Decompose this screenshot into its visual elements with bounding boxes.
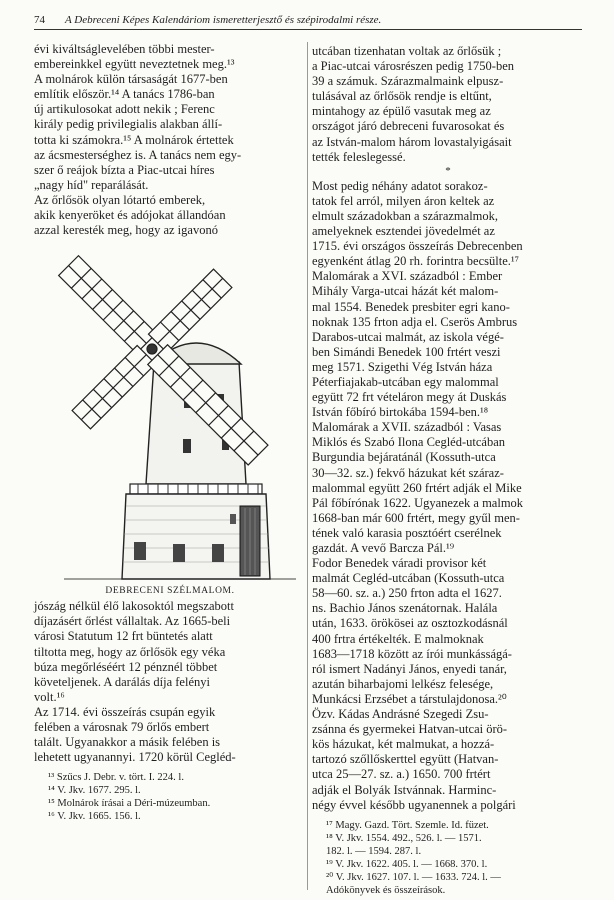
text-line: együtt 72 frt vételáron megy át Duskás bbox=[312, 390, 507, 405]
text-line: kös házukat, két malmukat, a hozzá- bbox=[312, 737, 495, 752]
text-line: embereinkkel együtt neveztetnek meg.¹³ bbox=[34, 57, 235, 72]
text-line: említik először.¹⁴ A tanács 1786-ban bbox=[34, 87, 215, 102]
text-line: tartozó szőllőskerttel együtt (Hatvan- bbox=[312, 752, 499, 767]
text-line: adják el Bolyák Istvánnak. Harminc- bbox=[312, 782, 497, 797]
text-line: szer ő reájok bízta a Piac-utcai híres bbox=[34, 162, 215, 177]
text-line: gazdát. A vevő Barcza Pál.¹⁹ bbox=[312, 541, 455, 555]
footnote: ²⁰ V. Jkv. 1627. 107. l. — 1633. 724. l. — bbox=[326, 871, 501, 883]
footnote: ¹⁶ V. Jkv. 1665. 156. l. bbox=[48, 811, 141, 823]
text-line: tatok fel arról, milyen áron keltek az bbox=[312, 193, 495, 208]
text-line: tének való karasia posztóért cserélnek bbox=[312, 525, 502, 540]
text-line: mal 1554. Benedek presbiter egri kano- bbox=[312, 299, 510, 314]
footnote: ¹⁵ Molnárok írásai a Déri-múzeumban. bbox=[48, 798, 211, 810]
text-line: utca 25—27. sz. a.) 1650. 700 frtért bbox=[312, 767, 491, 782]
footnote: ¹⁷ Magy. Gazd. Tört. Szemle. Id. füzet. bbox=[326, 819, 489, 831]
left-paragraph-1 bbox=[34, 42, 306, 193]
text-line: Az őrlősök olyan lótartó emberek, bbox=[34, 192, 206, 207]
text-line: követeljenek. A darálás díja felényi bbox=[34, 674, 210, 689]
text-line: tiltotta meg, hogy az őrlősök egy véka bbox=[34, 644, 226, 659]
text-line: ben Simándi Benedek 100 frtért veszi bbox=[312, 344, 501, 359]
text-line: után, 1633. örökösei az osztozkodásnál bbox=[312, 616, 508, 631]
left-footnotes bbox=[34, 771, 306, 823]
text-line: Mihály Varga-utcai házát két malom- bbox=[312, 284, 499, 299]
text-line: Pál főbírónak 1622. Ugyanezek a malmok bbox=[312, 495, 524, 510]
text-line: Özv. Kádas Andrásné Szegedi Zsu- bbox=[312, 707, 489, 722]
text-line: 400 frtra értékelték. E malmoknak bbox=[312, 631, 484, 646]
footnote: ¹³ Szűcs J. Debr. v. tört. I. 224. l. bbox=[48, 772, 184, 784]
footnote: ¹⁹ V. Jkv. 1622. 405. l. — 1668. 370. l. bbox=[326, 858, 488, 870]
text-line: országot járó debreceni fuvarosokat és bbox=[312, 119, 505, 134]
left-paragraph-4 bbox=[34, 705, 306, 765]
footnote: 182. l. — 1594. 287. l. bbox=[326, 845, 422, 857]
text-line: amelyeknek esztendei jövedelmét az bbox=[312, 224, 495, 239]
text-line: Most pedig néhány adatot sorakoz- bbox=[312, 178, 488, 193]
text-line: Malomárak a XVI. századból : Ember bbox=[312, 269, 503, 284]
text-line: volt.¹⁶ bbox=[34, 689, 65, 704]
left-paragraph-2 bbox=[34, 193, 306, 238]
text-line: „nagy híd" reparálását. bbox=[34, 177, 149, 192]
text-line: mintahogy az épülő vasutak meg az bbox=[312, 104, 491, 119]
text-line: Fodor Benedek váradi provisor két bbox=[312, 556, 487, 571]
windmill-illustration bbox=[34, 244, 306, 599]
text-line: Péterfiajakab-utcában egy malommal bbox=[312, 374, 499, 389]
text-line: zsánna és gyermekei Hatvan-utcai örö- bbox=[312, 722, 508, 737]
text-line: az ácsmesterséghez is. A tanács nem egy- bbox=[34, 147, 242, 162]
text-line: azzal keresték meg, hogy az igavonó bbox=[34, 223, 218, 238]
text-line: lehetett ugyanannyi. 1720 körül Cegléd- bbox=[34, 750, 236, 765]
text-line: talált. Ugyanakkor a másik felében is bbox=[34, 735, 221, 750]
text-line: tulásával az őrlősök rendje is eltűnt, bbox=[312, 89, 492, 104]
text-line: István főbíró birtokába 1594-ben.¹⁸ bbox=[312, 405, 489, 420]
running-header bbox=[34, 14, 582, 30]
text-line: 1668-ban már 600 frtért, megy gyűl men- bbox=[312, 510, 520, 525]
text-line: négy évvel később ugyanennek a polgári bbox=[312, 797, 516, 812]
text-line: elmult századokban a szárazmalmok, bbox=[312, 208, 499, 223]
text-line: Miklós és Szabó Ilona Cegléd-utcában bbox=[312, 435, 506, 450]
text-line: király pedig privilegialis alakban állí- bbox=[34, 117, 223, 132]
text-line: utcában tizenhatan voltak az őrlősük ; bbox=[312, 44, 502, 58]
text-line: akik kenyeröket és adójokat állandóan bbox=[34, 208, 226, 223]
right-paragraph-1 bbox=[312, 44, 584, 165]
text-line: noknak 135 frton adja el. Cserös Ambrus bbox=[312, 314, 518, 329]
text-line: az István-malom három lovastalyigásait bbox=[312, 134, 512, 149]
left-column bbox=[34, 42, 306, 823]
right-paragraph-2 bbox=[312, 179, 584, 813]
text-line: 1683—1718 között az írói munkásságá- bbox=[312, 646, 512, 661]
footnote: Adókönyvek és összeírások. bbox=[326, 884, 446, 896]
text-line: azután biharbajomi lelkész felesége, bbox=[312, 676, 494, 691]
right-column bbox=[312, 44, 584, 897]
footnote: ¹⁸ V. Jkv. 1554. 492., 526. l. — 1571. bbox=[326, 832, 482, 844]
footnote: ¹⁴ V. Jkv. 1677. 295. l. bbox=[48, 785, 141, 797]
figure-caption: DEBRECENI SZÉLMALOM. bbox=[105, 586, 235, 597]
left-paragraph-3 bbox=[34, 599, 306, 705]
text-line: jószág nélkül élő lakosoktól megszabott bbox=[34, 599, 234, 614]
text-line: Munkácsi Erzsébet a társtulajdonosa.²⁰ bbox=[312, 691, 507, 706]
text-line: új artikulosokat adott nekik ; Ferenc bbox=[34, 102, 215, 117]
text-line: ról ismert Nadányi János, enyedi tanár, bbox=[312, 661, 507, 676]
text-line: Darabos-utcai malmát, az iskola végé- bbox=[312, 329, 504, 344]
text-line: 30—32. sz.) fekvő házukat két száraz- bbox=[312, 465, 504, 480]
text-line: malmát Cegléd-utcában (Kossuth-utca bbox=[312, 571, 505, 586]
text-line: Burgundia bejáratánál (Kossuth-utca bbox=[312, 450, 496, 465]
text-line: malommal együtt 260 frtért adják el Mike bbox=[312, 480, 522, 495]
text-line: városi Statutum 12 frt büntetés alatt bbox=[34, 629, 213, 644]
text-line: meg 1571. Szigethi Vég István háza bbox=[312, 359, 493, 374]
text-line: a Piac-utcai városrészen pedig 1750-ben bbox=[312, 59, 515, 74]
windmill-drawing bbox=[34, 244, 306, 584]
text-line: felében a városnak 79 őrlős embert bbox=[34, 719, 210, 734]
text-line: évi kiváltságlevelében többi mester- bbox=[34, 42, 215, 56]
page-number: 74 bbox=[34, 14, 45, 26]
text-line: díjazásért őrlést vállaltak. Az 1665-beli bbox=[34, 614, 231, 629]
text-line: A molnárok külön társaságát 1677-ben bbox=[34, 72, 228, 87]
column-divider bbox=[307, 42, 308, 890]
text-line: tették feleslegessé. bbox=[312, 149, 406, 164]
text-line: búza megőrléséért 12 pénznél többet bbox=[34, 659, 218, 674]
text-line: Az 1714. évi összeírás csupán egyik bbox=[34, 704, 216, 719]
text-line: totta ki számokra.¹⁵ A molnárok értettek bbox=[34, 132, 234, 147]
text-line: 1715. évi országos összeírás Debrecenben bbox=[312, 239, 523, 254]
running-title: A Debreceni Képes Kalendáriom ismeretterjesztő és szépirodalmi része. bbox=[65, 14, 382, 26]
section-separator: * bbox=[445, 164, 451, 177]
text-line: egyenként átlag 20 rh. forintra becsülte.¹⁷ bbox=[312, 254, 519, 269]
right-footnotes bbox=[312, 819, 584, 897]
text-line: Malomárak a XVII. századból : Vasas bbox=[312, 420, 502, 435]
text-line: 39 a számuk. Szárazmalmaink elpusz- bbox=[312, 74, 504, 89]
text-line: 58—60. sz. a.) 250 frton adta el 1627. bbox=[312, 586, 502, 601]
text-line: ns. Bachio János szenátornak. Halála bbox=[312, 601, 498, 616]
